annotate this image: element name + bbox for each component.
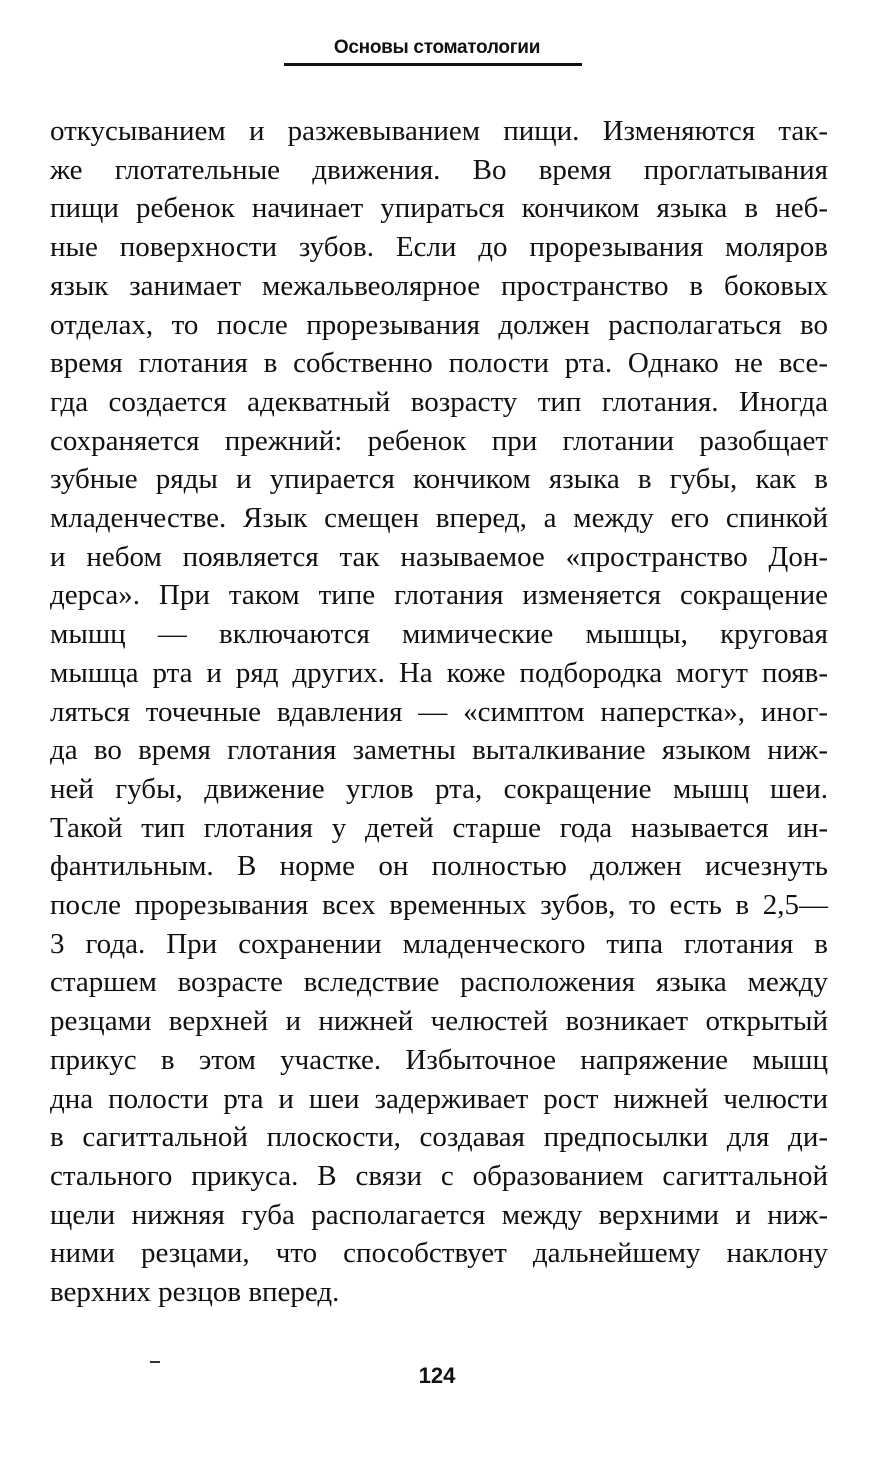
text-line: дерса». При таком типе глотания изменяется сокращение <box>50 579 828 612</box>
text-line: откусыванием и разжевыванием пищи. Изменяются так- <box>50 115 828 147</box>
header-rule <box>284 63 582 66</box>
text-line: верхних резцов вперед. <box>50 1276 340 1309</box>
text-line: гда создается адекватный возрасту тип глотания. Иногда <box>50 385 828 418</box>
text-line: мышца рта и ряд других. На коже подбородка могут появ- <box>50 656 828 689</box>
text-line: и небом появляется так называемое «пространство Дон- <box>50 540 828 573</box>
text-line: фантильным. В норме он полностью должен исчезнуть <box>50 850 828 883</box>
text-line: ляться точечные вдавления — «симптом наперстка», иног- <box>50 695 828 728</box>
text-line: Такой тип глотания у детей старше года называется ин- <box>50 811 828 844</box>
page-number: 124 <box>418 1363 456 1388</box>
text-line: язык занимает межальвеолярное пространство в боковых <box>50 269 828 302</box>
text-line: отделах, то после прорезывания должен располагаться во <box>50 308 828 341</box>
text-line: прикус в этом участке. Избыточное напряжение мышц <box>50 1043 828 1076</box>
text-line: да во время глотания заметны выталкивание языком ниж- <box>50 734 828 767</box>
text-line: щели нижняя губа располагается между верхними и ниж- <box>50 1198 828 1231</box>
text-line: ними резцами, что способствует дальнейшему наклону <box>50 1237 828 1270</box>
text-line: зубные ряды и упирается кончиком языка в губы, как в <box>50 463 828 496</box>
text-line: сохраняется прежний: ребенок при глотании разобщает <box>50 424 828 457</box>
text-line: после прорезывания всех временных зубов, то есть в 2,5— <box>50 889 828 922</box>
text-line: ные поверхности зубов. Если до прорезывания моляров <box>50 231 828 264</box>
text-line: в сагиттальной плоскости, создавая предпосылки для ди- <box>50 1121 828 1154</box>
text-line: стального прикуса. В связи с образованием сагиттальной <box>50 1159 828 1192</box>
text-line: младенчестве. Язык смещен вперед, а между его спинкой <box>50 502 828 535</box>
text-line: 3 года. При сохранении младенческого типа глотания в <box>50 927 828 960</box>
text-line: резцами верхней и нижней челюстей возникает открытый <box>50 1005 828 1038</box>
text-line: дна полости рта и шеи задерживает рост нижней челюсти <box>50 1082 828 1115</box>
text-line: ней губы, движение углов рта, сокращение мышц шеи. <box>50 772 828 805</box>
text-line: же глотательные движения. Во время проглатывания <box>50 153 828 186</box>
body-paragraph <box>50 112 828 1312</box>
text-line: старшем возрасте вследствие расположения языка между <box>50 966 828 999</box>
text-line: пищи ребенок начинает упираться кончиком языка в неб- <box>50 192 828 225</box>
text-line: время глотания в собственно полости рта. Однако не все- <box>50 347 828 380</box>
text-line: мышц — включаются мимические мышцы, круговая <box>50 618 828 651</box>
running-title: Основы стоматологии <box>333 37 541 58</box>
